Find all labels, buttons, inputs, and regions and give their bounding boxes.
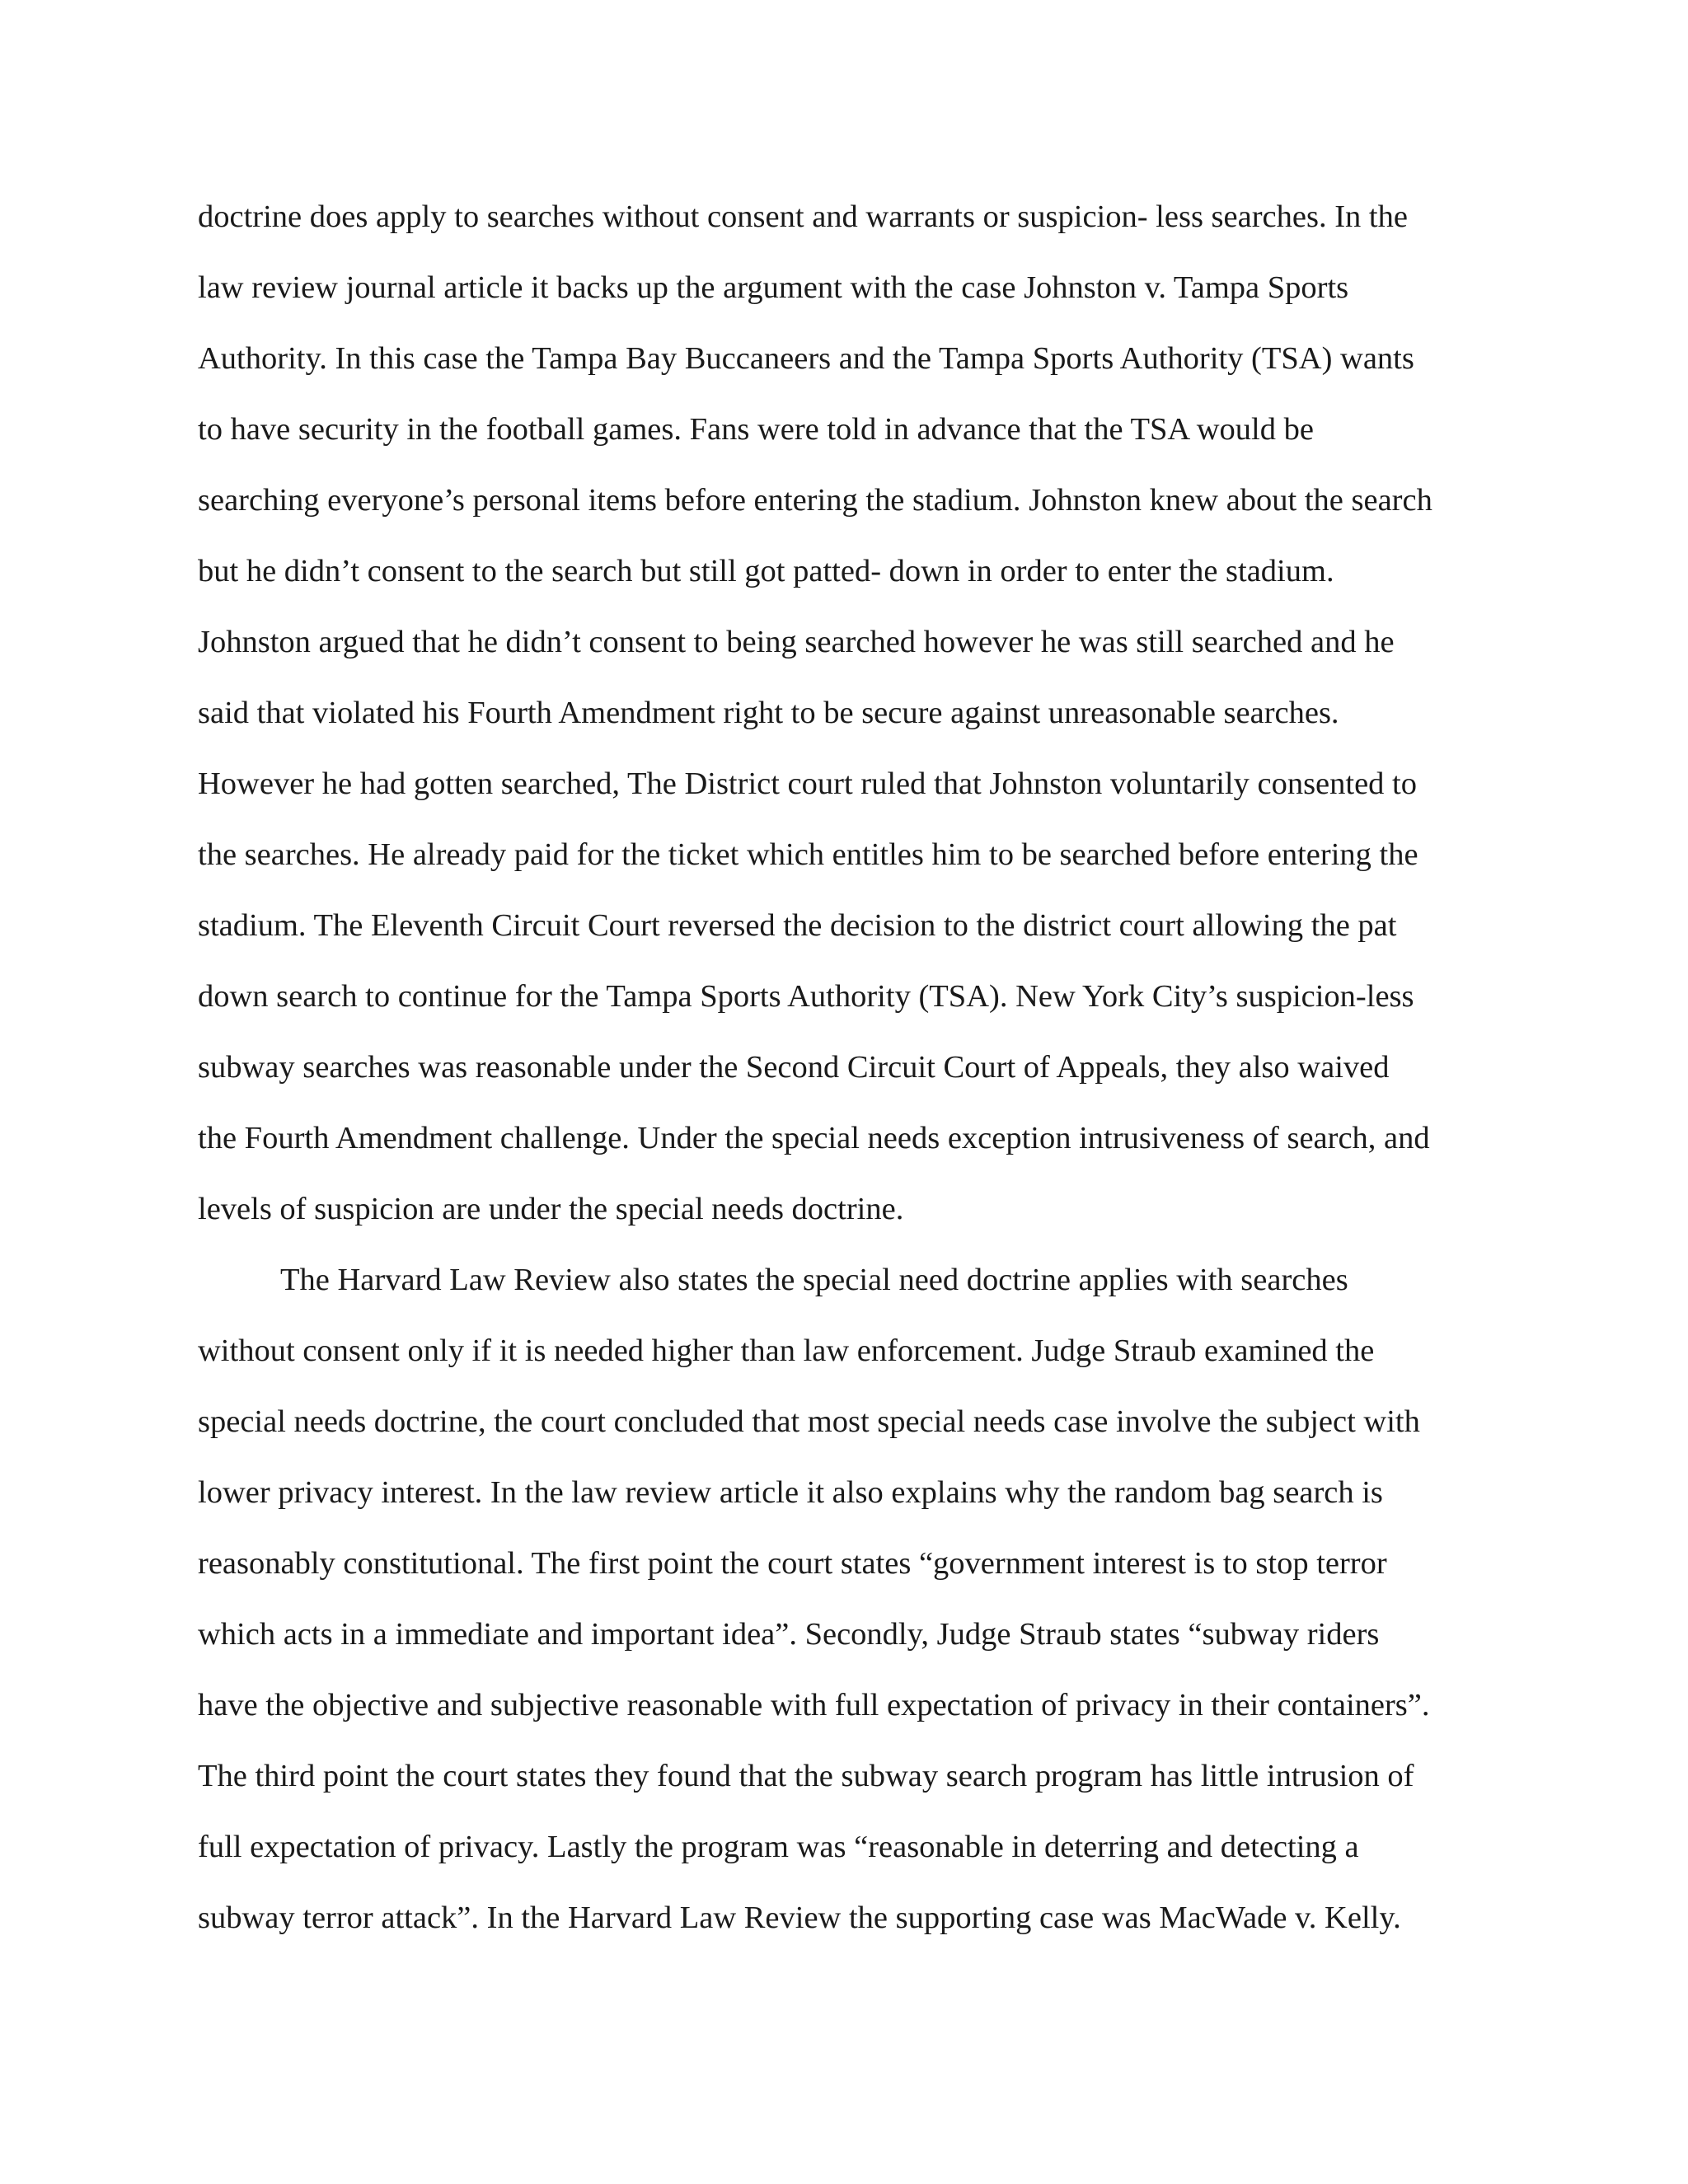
- text-line: reasonably constitutional. The first point the court states “government interest is to stop terror: [198, 1546, 1387, 1581]
- text-line: down search to continue for the Tampa Sports Authority (TSA). New York City’s suspicion-less: [198, 979, 1414, 1014]
- text-line: searching everyone’s personal items before entering the stadium. Johnston knew about the search: [198, 483, 1432, 518]
- text-line: without consent only if it is needed higher than law enforcement. Judge Straub examined the: [198, 1333, 1375, 1368]
- text-line: which acts in a immediate and important idea”. Secondly, Judge Straub states “subway riders: [198, 1617, 1380, 1652]
- text-line: lower privacy interest. In the law review article it also explains why the random bag search is: [198, 1475, 1383, 1510]
- body-text: [198, 194, 1500, 1966]
- text-line: The third point the court states they found that the subway search program has little intrusion of: [198, 1759, 1414, 1793]
- text-line: the searches. He already paid for the ticket which entitles him to be searched before entering the: [198, 837, 1418, 872]
- text-line: to have security in the football games. Fans were told in advance that the TSA would be: [198, 412, 1314, 447]
- text-line: special needs doctrine, the court concluded that most special needs case involve the subject with: [198, 1404, 1420, 1439]
- text-line: said that violated his Fourth Amendment right to be secure against unreasonable searches.: [198, 696, 1339, 730]
- text-line: subway searches was reasonable under the Second Circuit Court of Appeals, they also waived: [198, 1050, 1390, 1085]
- paragraph-first-line: The Harvard Law Review also states the special need doctrine applies with searches: [280, 1263, 1348, 1297]
- text-line: Authority. In this case the Tampa Bay Buccaneers and the Tampa Sports Authority (TSA) wants: [198, 341, 1414, 376]
- text-line: law review journal article it backs up the argument with the case Johnston v. Tampa Sports: [198, 270, 1349, 305]
- text-line: the Fourth Amendment challenge. Under the special needs exception intrusiveness of search, and: [198, 1121, 1430, 1155]
- text-line: full expectation of privacy. Lastly the program was “reasonable in deterring and detecting a: [198, 1830, 1359, 1864]
- text-line: levels of suspicion are under the special needs doctrine.: [198, 1192, 904, 1226]
- text-line: However he had gotten searched, The District court ruled that Johnston voluntarily consented to: [198, 766, 1417, 801]
- text-line: Johnston argued that he didn’t consent to being searched however he was still searched and he: [198, 625, 1395, 659]
- text-line: but he didn’t consent to the search but still got patted- down in order to enter the stadium.: [198, 554, 1334, 588]
- text-line: stadium. The Eleventh Circuit Court reversed the decision to the district court allowing the pat: [198, 908, 1397, 943]
- text-line: have the objective and subjective reasonable with full expectation of privacy in their containers”.: [198, 1688, 1430, 1722]
- text-line: subway terror attack”. In the Harvard Law Review the supporting case was MacWade v. Kelly.: [198, 1900, 1401, 1935]
- text-line: doctrine does apply to searches without consent and warrants or suspicion- less searches. In the: [198, 199, 1408, 234]
